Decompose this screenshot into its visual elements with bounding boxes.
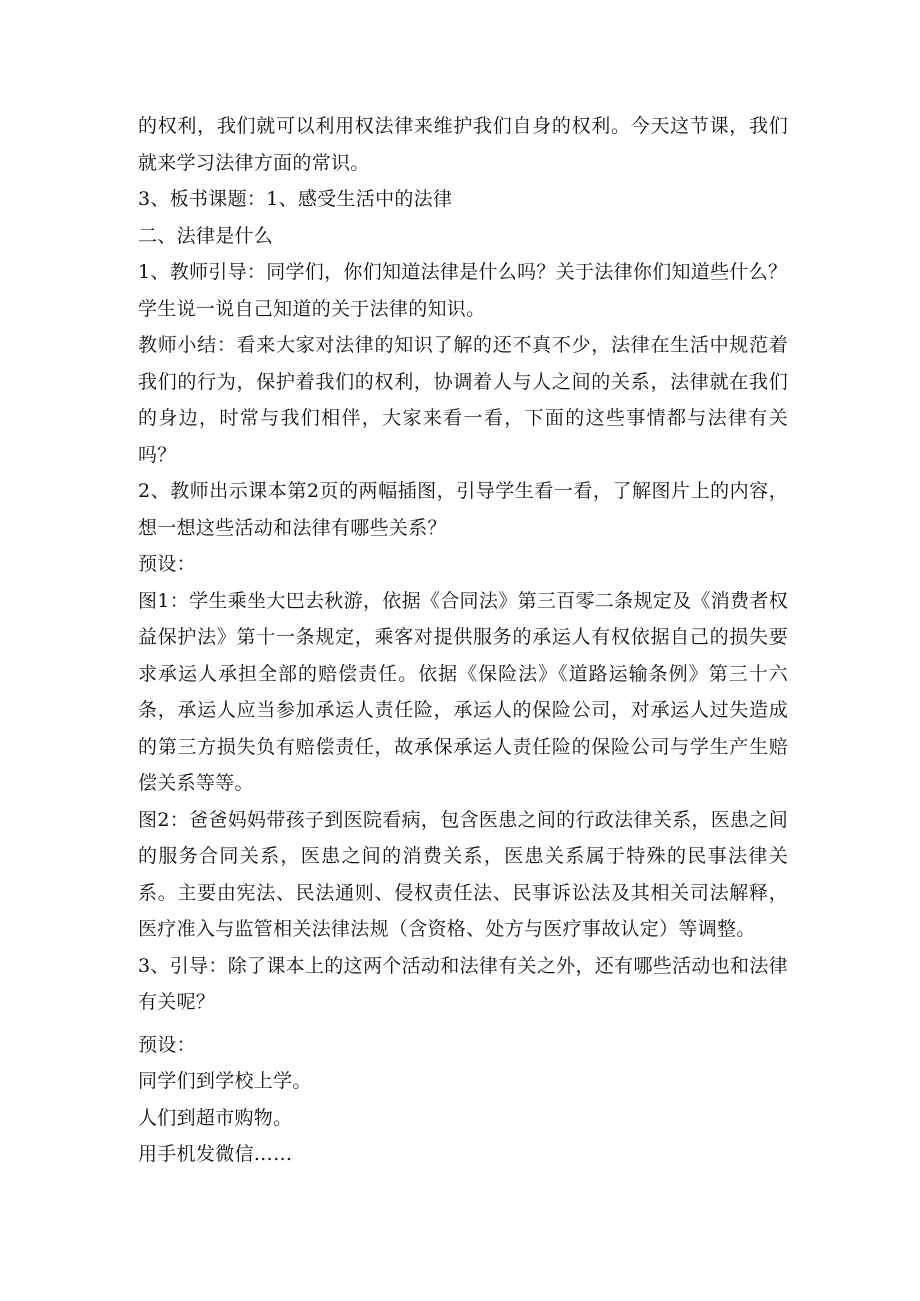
paragraph-figure-2: 图2：爸爸妈妈带孩子到医院看病，包含医患之间的行政法律关系，医患之间的服务合同关系，医患之间的消费关系，医患关系属于特殊的民事法律关系。主要由宪法、民法通则、侵权责任法、民事诉讼法及其相关司法解释，医疗准入与监管相关法律法规（含资格、处方与医疗事故认定）等调整。 <box>138 808 788 940</box>
list-item-supermarket: 人们到超市购物。 <box>138 1106 293 1129</box>
paragraph-preset-label-2: 预设： <box>138 1033 196 1056</box>
paragraph-board-title: 3、板书课题：1、感受生活中的法律 <box>138 188 453 210</box>
paragraph-figure-1: 图1：学生乘坐大巴去秋游，依据《合同法》第三百零二条规定及《消费者权益保护法》第十一条规定，乘客对提供服务的承运人有权依据自己的损失要求承运人承担全部的赔偿责任。依据《保险法》《道路运输条例》第三十六条，承运人应当参加承运人责任险，承运人的保险公司，对承运人过失造成的第三方损失负有赔偿责任，故承保承运人责任险的保险公司与学生产生赔偿关系等等。 <box>138 589 788 794</box>
section-heading-what-is-law: 二、法律是什么 <box>138 224 274 247</box>
paragraph-teacher-guide: 1、教师引导：同学们，你们知道法律是什么吗？关于法律你们知道些什么？ <box>138 261 788 283</box>
list-item-wechat: 用手机发微信…… <box>138 1143 293 1165</box>
paragraph-preset-label: 预设： <box>138 553 196 575</box>
paragraph-teacher-summary: 教师小结：看来大家对法律的知识了解的还不真不少，法律在生活中规范着我们的行为，保护着我们的权利，协调着人与人之间的关系，法律就在我们的身边，时常与我们相伴，大家来看一看，下面的这些事情都与法律有关吗？ <box>138 334 788 466</box>
paragraph-guide-question: 3、引导：除了课本上的这两个活动和法律有关之外，还有哪些活动也和法律有关呢？ <box>138 954 788 1013</box>
list-item-school: 同学们到学校上学。 <box>138 1070 312 1092</box>
paragraph-rights-intro: 的权利，我们就可以利用权法律来维护我们自身的权利。今天这节课，我们就来学习法律方面的常识。 <box>138 115 788 174</box>
paragraph-students-share: 学生说一说自己知道的关于法律的知识。 <box>138 297 486 320</box>
document-body <box>138 108 788 1173</box>
paragraph-show-illustrations: 2、教师出示课本第2页的两幅插图，引导学生看一看，了解图片上的内容，想一想这些活动和法律有哪些关系？ <box>138 480 788 539</box>
